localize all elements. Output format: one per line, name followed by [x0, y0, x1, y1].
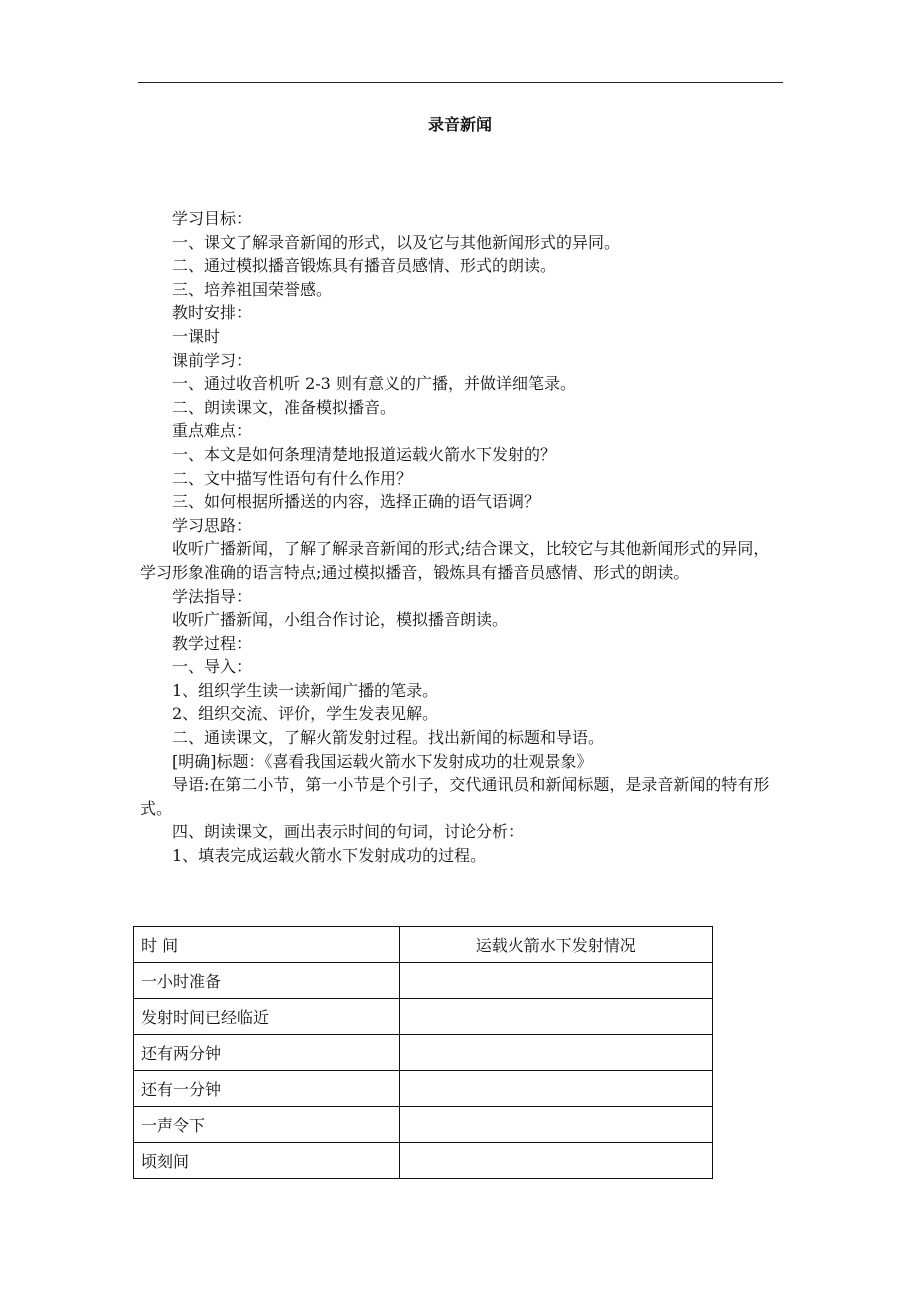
status-cell[interactable]: [399, 963, 712, 999]
paragraph: 三、培养祖国荣誉感。: [172, 279, 333, 299]
header-rule: [138, 82, 783, 83]
time-cell: 一声令下: [134, 1107, 400, 1143]
paragraph: 二、朗读课文，准备模拟播音。: [172, 397, 397, 417]
header-cell-time: 时 间: [134, 927, 400, 963]
paragraph: 课前学习：: [172, 350, 253, 370]
paragraph: 学习思路：: [172, 515, 253, 535]
document-body: [140, 207, 783, 868]
paragraph: 学法指导：: [172, 586, 253, 606]
table-header-row: [134, 927, 713, 963]
time-cell: 发射时间已经临近: [134, 999, 400, 1035]
time-cell: 还有两分钟: [134, 1035, 400, 1071]
status-cell[interactable]: [399, 1035, 712, 1071]
table-row: [134, 999, 713, 1035]
paragraph: 二、通过模拟播音锻炼具有播音员感情、形式的朗读。: [172, 256, 557, 276]
paragraph: 一、本文是如何条理清楚地报道运载火箭水下发射的？: [172, 444, 557, 464]
paragraph: 收听广播新闻，小组合作讨论，模拟播音朗读。: [172, 610, 509, 630]
table-row: [134, 1107, 713, 1143]
paragraph: 1、填表完成运载火箭水下发射成功的过程。: [172, 846, 487, 866]
paragraph: 一、通过收音机听 2-3 则有意义的广播，并做详细笔录。: [172, 374, 576, 394]
paragraph: 收听广播新闻，了解了解录音新闻的形式;结合课文，比较它与其他新闻形式的异同，学习形象准确的语言特点;通过模拟播音，锻炼具有播音员感情、形式的朗读。: [140, 539, 770, 582]
paragraph: 重点难点：: [172, 421, 253, 441]
paragraph: 2、组织交流、评价，学生发表见解。: [172, 704, 439, 724]
time-cell: 顷刻间: [134, 1143, 400, 1179]
status-cell[interactable]: [399, 1143, 712, 1179]
paragraph: 学习目标：: [172, 209, 253, 228]
time-cell: 一小时准备: [134, 963, 400, 999]
table-row: [134, 1143, 713, 1179]
status-cell[interactable]: [399, 1107, 712, 1143]
paragraph: 教学过程：: [172, 633, 253, 653]
document-title: 录音新闻: [427, 115, 492, 134]
status-cell[interactable]: [399, 999, 712, 1035]
time-cell: 还有一分钟: [134, 1071, 400, 1107]
paragraph: 四、朗读课文，画出表示时间的句词，讨论分析：: [172, 822, 525, 842]
paragraph: 二、文中描写性语句有什么作用？: [172, 468, 413, 488]
paragraph: 一、课文了解录音新闻的形式，以及它与其他新闻形式的异同。: [172, 232, 621, 252]
paragraph: [明确]标题：《喜看我国运载火箭水下发射成功的壮观景象》: [172, 751, 593, 771]
paragraph: 二、通读课文，了解火箭发射过程。找出新闻的标题和导语。: [172, 728, 605, 748]
paragraph: 1、组织学生读一读新闻广播的笔录。: [172, 680, 439, 700]
launch-process-table: [133, 926, 713, 1179]
table-row: [134, 963, 713, 999]
table-row: [134, 1035, 713, 1071]
header-cell-status: 运载火箭水下发射情况: [399, 927, 712, 963]
paragraph: 导语:在第二小节，第一小节是个引子，交代通讯员和新闻标题，是录音新闻的特有形式。: [140, 775, 770, 818]
paragraph: 教时安排：: [172, 303, 253, 323]
paragraph: 一课时: [172, 326, 221, 346]
table-row: [134, 1071, 713, 1107]
paragraph: 一、导入：: [172, 657, 253, 677]
paragraph: 三、如何根据所播送的内容，选择正确的语气语调？: [172, 492, 541, 512]
status-cell[interactable]: [399, 1071, 712, 1107]
